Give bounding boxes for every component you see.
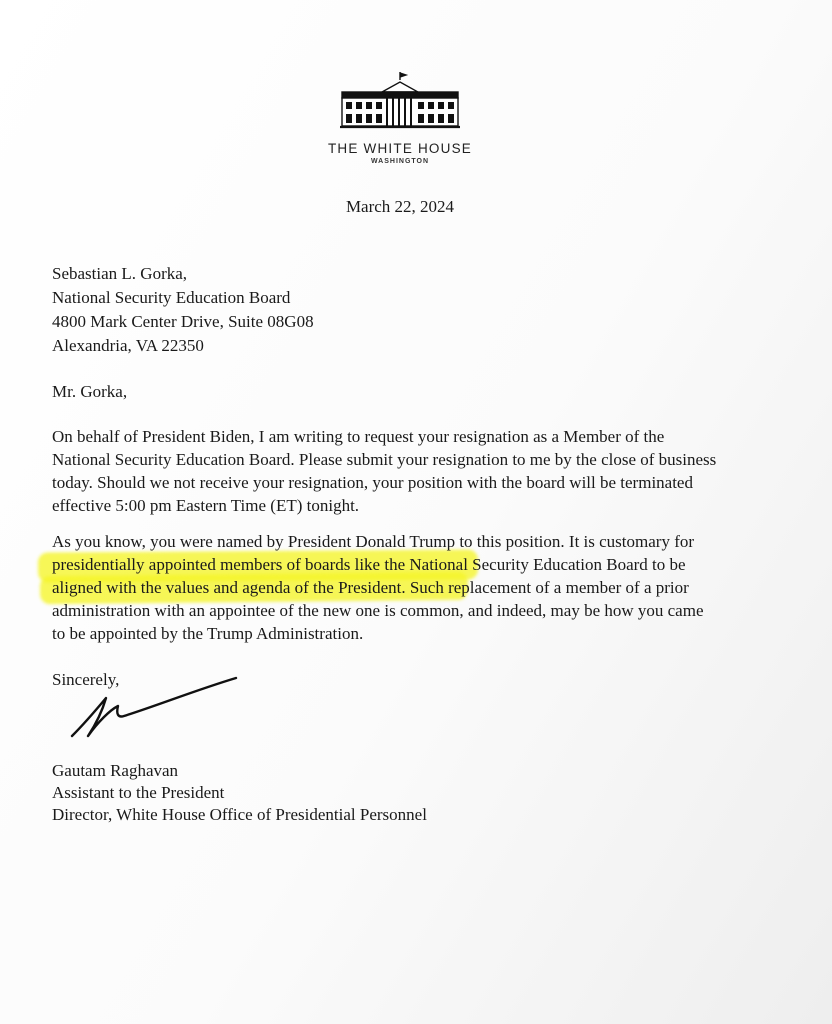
paragraph-line: As you know, you were named by President Donald Trump to this position. It is customary for — [52, 532, 695, 551]
letterhead-city: WASHINGTON — [370, 158, 430, 165]
paragraph-line: National Security Education Board. Please submit your resignation to me by the close of business — [52, 450, 717, 469]
paragraph-line: to be appointed by the Trump Administration. — [52, 624, 364, 643]
paragraph-line: On behalf of President Biden, I am writing to request your resignation as a Member of the — [52, 427, 665, 446]
paragraph-line: presidentially appointed members of boards like the National Security Education Board to be — [52, 555, 686, 574]
signer-name: Gautam Raghavan — [52, 761, 179, 780]
salutation: Mr. Gorka, — [52, 382, 128, 401]
closing: Sincerely, — [52, 670, 120, 689]
paragraph-line: today. Should we not receive your resignation, your position with the board will be terminated — [52, 473, 693, 492]
recipient-line: 4800 Mark Center Drive, Suite 08G08 — [52, 312, 314, 331]
recipient-line: National Security Education Board — [52, 288, 291, 307]
paragraph-line: administration with an appointee of the new one is common, and indeed, may be how you came — [52, 601, 704, 620]
recipient-line: Alexandria, VA 22350 — [52, 336, 204, 355]
handwritten-signature — [66, 672, 246, 752]
recipient-line: Sebastian L. Gorka, — [52, 264, 188, 283]
letterhead-title: THE WHITE HOUSE — [327, 141, 472, 156]
paragraph-line: aligned with the values and agenda of the President. Such replacement of a member of a prior — [52, 578, 689, 597]
paragraph-line: effective 5:00 pm Eastern Time (ET) tonight. — [52, 496, 360, 515]
signer-office: Director, White House Office of Presidential Personnel — [52, 805, 427, 824]
signer-title: Assistant to the President — [52, 783, 225, 802]
letter-date: March 22, 2024 — [345, 197, 455, 216]
white-house-building-icon — [338, 70, 462, 130]
